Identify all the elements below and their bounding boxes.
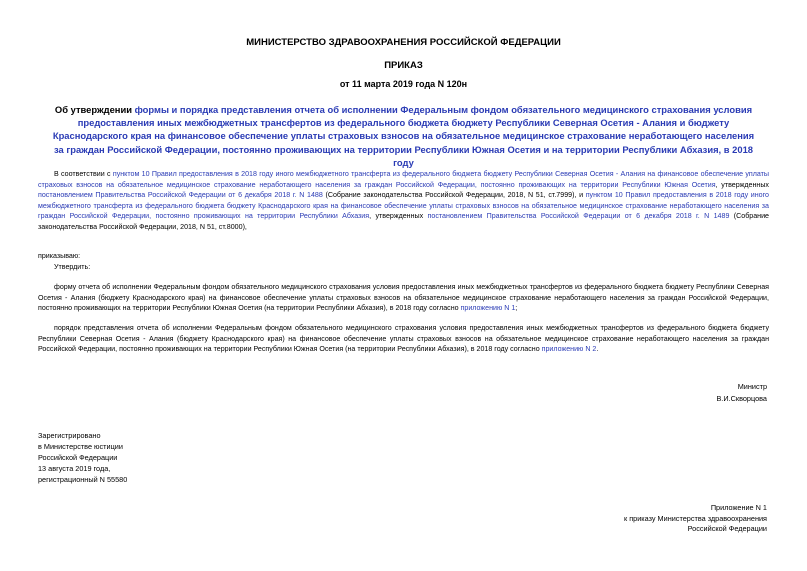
intro-text-4: , утвержденных [369,212,428,220]
signatory-name: В.И.Скворцова [716,394,767,403]
appendix-header [624,503,767,535]
appendix-2-link[interactable]: приложению N 2 [541,345,597,353]
document-type: ПРИКАЗ [384,60,423,71]
document-title [52,103,755,169]
intro-text-3: (Собрание законодательства Российской Федерации, 2018, N 51, ст.7999), и [322,191,586,199]
item-form-text: форму отчета об исполнении Федеральным фондом обязательного медицинского страхования условия предоставления иных межбюджетных трансфертов из федерального бюджета бюджету Республики Северная Осетия - Алания (бюджету Краснодарского края) на финансовое обеспечение уплаты страховых взносов на обязательное медицинское страхование неработающего населения за граждан Российской Федерации, постоянно проживающих на территории Республики Южная Осетия (на территории Республики Абхазия), в 2018 году согласно [38,283,769,312]
item-procedure-text: порядок представления отчета об исполнении Федеральным фондом обязательного медицинского страхования условия предоставления иных межбюджетных трансфертов из федерального бюджета бюджету Республики Северная Осетия - Алания (бюджету Краснодарского края) на финансовое обеспечение уплаты страховых взносов на обязательное медицинское страхование неработающего населения за граждан Российской Федерации, постоянно проживающих на территории Республики Южная Осетия (на территории Республики Абхазия), в 2018 году согласно [38,324,769,353]
title-link[interactable]: формы и порядка представления отчета об исполнении Федеральным фондом обязательного медицинского страхования условия предоставления иных межбюджетных трансфертов из федерального бюджета бюджету Республики Северная Осетия - Алания и бюджету Краснодарского края на финансовое обеспечение уплаты страховых взносов на обязательное медицинское страхование неработающего населения за граждан Российской Федерации, постоянно проживающих на территории Республики Южная Осетия и на территории Республики Абхазия, в 2018 году [52,104,755,168]
title-prefix: Об утверждении [54,104,135,115]
intro-link-rules-ossetia[interactable]: пунктом 10 Правил предоставления в 2018 году иного межбюджетного трансферта из федерального бюджета бюджету Республики Северная Осетия - Алания на финансовое обеспечение уплаты страховых взносов на обязательное медицинское страхование неработающего населения за граждан Российской Федерации, постоянно проживающих на территории Республики Южная Осетия [38,170,770,189]
intro-link-decree-1488[interactable]: постановлением Правительства Российской Федерации от 6 декабря 2018 г. N 1488 [38,191,323,199]
signature-block [716,381,767,405]
item-procedure [38,323,769,355]
intro-text-1: В соответствии с [54,170,113,178]
ministry-name: МИНИСТЕРСТВО ЗДРАВООХРАНЕНИЯ РОССИЙСКОЙ ФЕДЕРАЦИИ [246,37,561,48]
order-word: приказываю: [38,252,81,260]
intro-text-5: (Собрание законодательства Российской Федерации, 2018, N 51, ст.8000), [38,212,769,231]
appendix-number: Приложение N 1 [710,503,767,512]
item-form-end: ; [515,304,518,312]
approve-word: Утвердить: [54,263,91,271]
registration-line-2: в Министерстве юстиции [38,442,123,451]
registration-line-5: регистрационный N 55580 [38,475,128,484]
intro-link-rules-krasnodar[interactable]: пунктом 10 Правил предоставления в 2018 году иного межбюджетного трансферта из федерального бюджета бюджету Краснодарского края на финансовое обеспечение уплаты страховых взносов на обязательное медицинское страхование неработающего населения за граждан Российской Федерации, постоянно проживающих на территории Республики Абхазия [38,191,769,220]
registration-line-3: Российской Федерации [38,453,118,462]
item-procedure-end: . [596,345,599,353]
document-date: от 11 марта 2019 года N 120н [339,79,468,89]
intro-paragraph [38,169,769,232]
appendix-1-link[interactable]: приложению N 1 [460,304,516,312]
registration-line-4: 13 августа 2019 года, [38,464,111,473]
signatory-position: Министр [737,382,767,391]
intro-link-decree-1489[interactable]: постановлением Правительства Российской Федерации от 6 декабря 2018 г. N 1489 [427,212,730,220]
appendix-ref-line-2: Российской Федерации [687,524,767,533]
intro-text-2: , утвержденных [715,180,769,189]
registration-line-1: Зарегистрировано [38,431,101,440]
appendix-ref-line-1: к приказу Министерства здравоохранения [623,513,767,523]
item-form [38,282,769,314]
registration-block [38,430,127,485]
